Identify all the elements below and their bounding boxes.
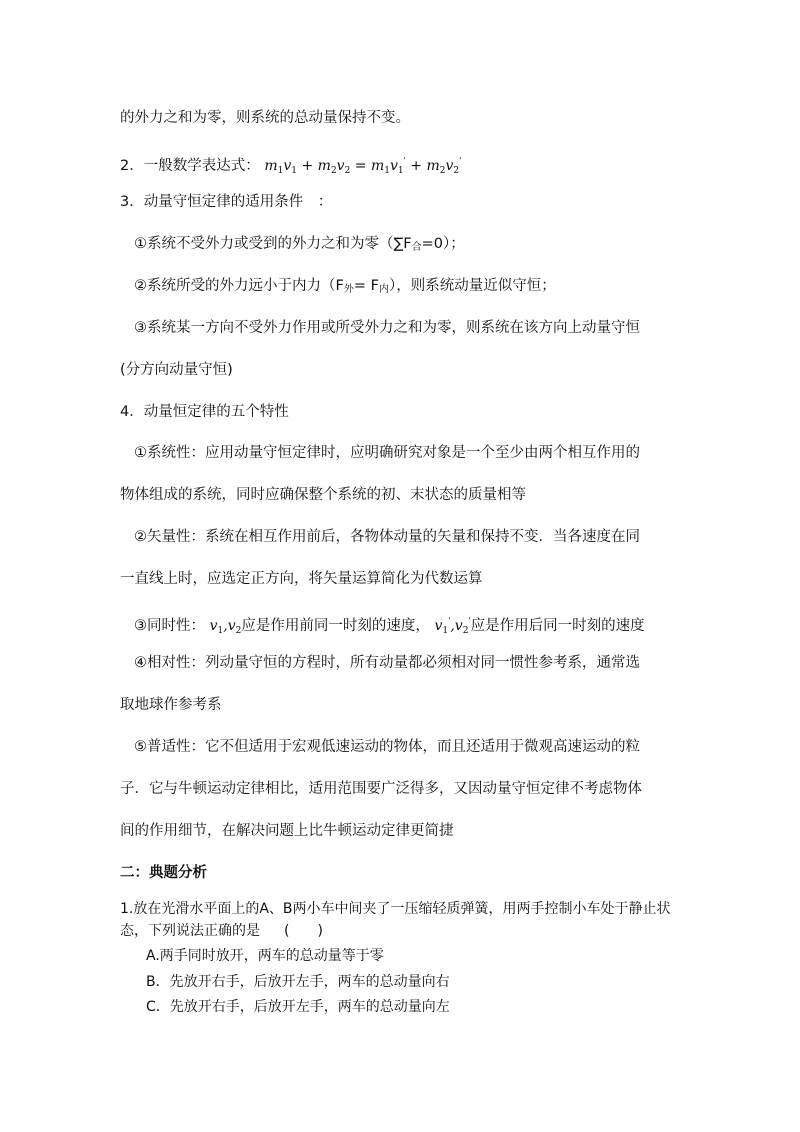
- text-line: ③同时性： $v_1,v_2$应是作用前同一时刻的速度， $v_1',v_2'$应是作用后同一时刻的速度: [134, 616, 645, 636]
- heading-properties: 4．动量恒定律的五个特性: [120, 404, 289, 420]
- text-line: 物体组成的系统，同时应确保整个系统的初、末状态的质量相等: [120, 487, 526, 503]
- text-line: ④相对性：列动量守恒的方程时，所有动量都必须相对同一惯性参考系，通常选: [134, 655, 640, 671]
- question-text: 1.放在光滑水平面上的A、B两小车中间夹了一压缩轻质弹簧，用两手控制小车处于静止状: [120, 901, 671, 917]
- text-line: ⑤普适性：它不但适用于宏观低速运动的物体，而且还适用于微观高速运动的粒: [134, 739, 640, 755]
- text-line: ②矢量性：系统在相互作用前后，各物体动量的矢量和保持不变．当各速度在同: [134, 529, 640, 545]
- option-c: C．先放开右手，后放开左手，两车的总动量向左: [146, 999, 450, 1015]
- question-text: 态，下列说法正确的是 ( ): [120, 923, 323, 939]
- option-a: A.两手同时放开，两车的总动量等于零: [146, 948, 384, 964]
- text-line: 一直线上时，应选定正方向，将矢量运算简化为代数运算: [120, 571, 483, 587]
- heading-conditions: 3．动量守恒定律的适用条件 ：: [120, 194, 333, 210]
- text-line: (分方向动量守恒): [120, 362, 233, 378]
- text-line: 子．它与牛顿运动定律相比，适用范围要广泛得多，又因动量守恒定律不考虑物体: [120, 781, 642, 797]
- text-line: ②系统所受的外力远小于内力（F外= F内），则系统动量近似守恒；: [134, 278, 556, 295]
- option-b: B．先放开右手，后放开左手，两车的总动量向右: [146, 974, 450, 990]
- text-line: 间的作用细节，在解决问题上比牛顿运动定律更简捷: [120, 823, 454, 839]
- section-heading: 二：典题分析: [120, 865, 207, 881]
- text-line: 取地球作参考系: [120, 697, 222, 713]
- text-line: 的外力之和为零，则系统的总动量保持不变。: [120, 110, 410, 126]
- text: 2．一般数学表达式：: [120, 158, 260, 174]
- velocity-prime-symbols: $v_1',v_2'$: [434, 616, 471, 636]
- momentum-formula: $m_1v_1 + m_2v_2 = m_1v_1' + m_2v_2'$: [264, 156, 462, 176]
- text-line: ①系统性：应用动量守恒定律时，应明确研究对象是一个至少由两个相互作用的: [134, 445, 640, 461]
- text-line: ③系统某一方向不受外力作用或所受外力之和为零，则系统在该方向上动量守恒: [134, 320, 640, 336]
- text-line: ①系统不受外力或受到的外力之和为零（∑F合=0）；: [134, 236, 465, 253]
- velocity-symbols: $v_1,v_2$: [209, 618, 242, 636]
- expression-line: [120, 151, 461, 181]
